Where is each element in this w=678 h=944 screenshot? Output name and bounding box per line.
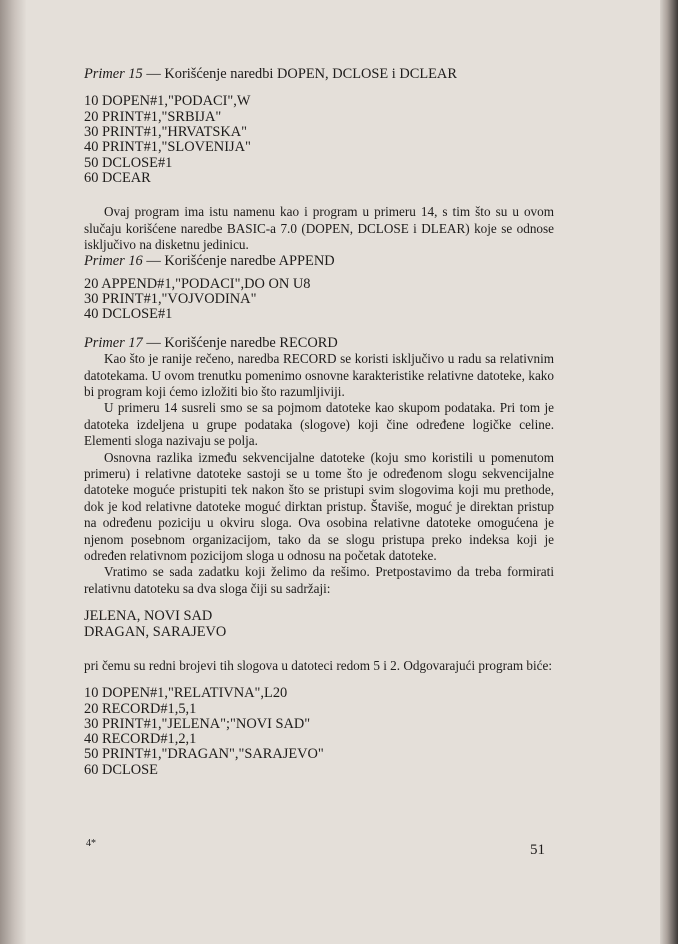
primer-16-label: Primer 16 [84, 253, 143, 270]
paragraph-1: Ovaj program ima istu namenu kao i program u primeru 14, s tim što su u ovom slučaju korišćene naredbe BASIC-a 7.0 (DOPEN, DCLOSE i DLEAR) koje se odnose isključivo na disketnu jedinicu. [84, 204, 554, 252]
code-line: 60 DCEAR [84, 169, 151, 186]
signature-mark: 4* [86, 838, 96, 849]
code-listing-16 [84, 277, 554, 323]
code-line: 30 PRINT#1,"HRVATSKA" [84, 124, 248, 140]
primer-17-title: — Korišćenje naredbe RECORD [142, 334, 338, 351]
primer-17-heading [84, 335, 554, 351]
page-body [84, 66, 554, 778]
primer-15-title: — Korišćenje naredbi DOPEN, DCLOSE i DCLEAR [142, 66, 457, 82]
primer-16-heading [84, 253, 554, 269]
primer-15-label: Primer 15 [84, 66, 143, 82]
paragraph-2: Kao što je ranije rečeno, naredba RECORD se koristi isključivo u radu sa relativnim datotekama. U ovom trenutku pomenimo osnovne karakteristike relativne datoteke, kako bi program koji ćemo izložiti bio što razumljiviji. [84, 351, 554, 399]
primer-15-heading [84, 66, 554, 82]
code-line: 40 PRINT#1,"SLOVENIJA" [84, 139, 251, 156]
code-listing-17 [84, 686, 554, 778]
code-line: 10 DOPEN#1,"PODACI",W [84, 93, 251, 110]
primer-16-title: — Korišćenje naredbe APPEND [142, 253, 335, 270]
code-line: 60 DCLOSE [84, 761, 158, 778]
code-line: 40 DCLOSE#1 [84, 306, 173, 323]
code-line: 50 DCLOSE#1 [84, 154, 173, 171]
page-edge-shadow [660, 0, 678, 944]
code-line: 10 DOPEN#1,"RELATIVNA",L20 [84, 685, 288, 702]
code-line: 20 RECORD#1,5,1 [84, 700, 197, 717]
code-line: 40 RECORD#1,2,1 [84, 731, 197, 748]
code-line: 20 PRINT#1,"SRBIJA" [84, 108, 222, 125]
record-line: JELENA, NOVI SAD [84, 608, 213, 625]
page-number: 51 [530, 842, 545, 858]
paragraph-3: U primeru 14 susreli smo se sa pojmom datoteke kao skupom podataka. Pri tom je datoteka izdeljena u grupe podataka (slogove) koji čine određene logičke celine. Elementi sloga nazivaju se polja. [84, 400, 554, 449]
paragraph-6: pri čemu su redni brojevi tih slogova u datoteci redom 5 i 2. Odgovarajući program biće: [84, 657, 553, 673]
code-line: 50 PRINT#1,"DRAGAN","SARAJEVO" [84, 746, 324, 763]
page-gutter-shadow [0, 0, 26, 944]
record-line: DRAGAN, SARAJEVO [84, 623, 227, 640]
paragraph-4: Osnovna razlika između sekvencijalne datoteke (koju smo koristili u pomenutom primeru) i relativne datoteke sastoji se u tome što je određenom slogu sekvencijalne datoteke moguće pristupiti tek nakon što se pristupi svim slogovima koji mu prethode, dok je kod relativne datoteke moguć dirktan pristup. Štaviše, moguć je direktan pristup na određenu poziciju u okviru sloga. Ova osobina relativne datoteke omogućena je njenom posebnom organizacijom, tako da se slogu pristupa preko indeksa koji je određen relativnom pozicijom sloga u odnosu na početak datoteke. [84, 449, 554, 563]
code-line: 20 APPEND#1,"PODACI",DO ON U8 [84, 275, 311, 292]
code-line: 30 PRINT#1,"VOJVODINA" [84, 291, 257, 308]
record-contents [84, 609, 554, 640]
code-line: 30 PRINT#1,"JELENA";"NOVI SAD" [84, 715, 311, 732]
primer-17-label: Primer 17 [84, 334, 143, 351]
code-listing-15 [84, 94, 554, 186]
paragraph-5: Vratimo se sada zadatku koji želimo da rešimo. Pretpostavimo da treba formirati relativnu datoteku sa dva sloga čiji su sadržaji: [84, 564, 554, 596]
